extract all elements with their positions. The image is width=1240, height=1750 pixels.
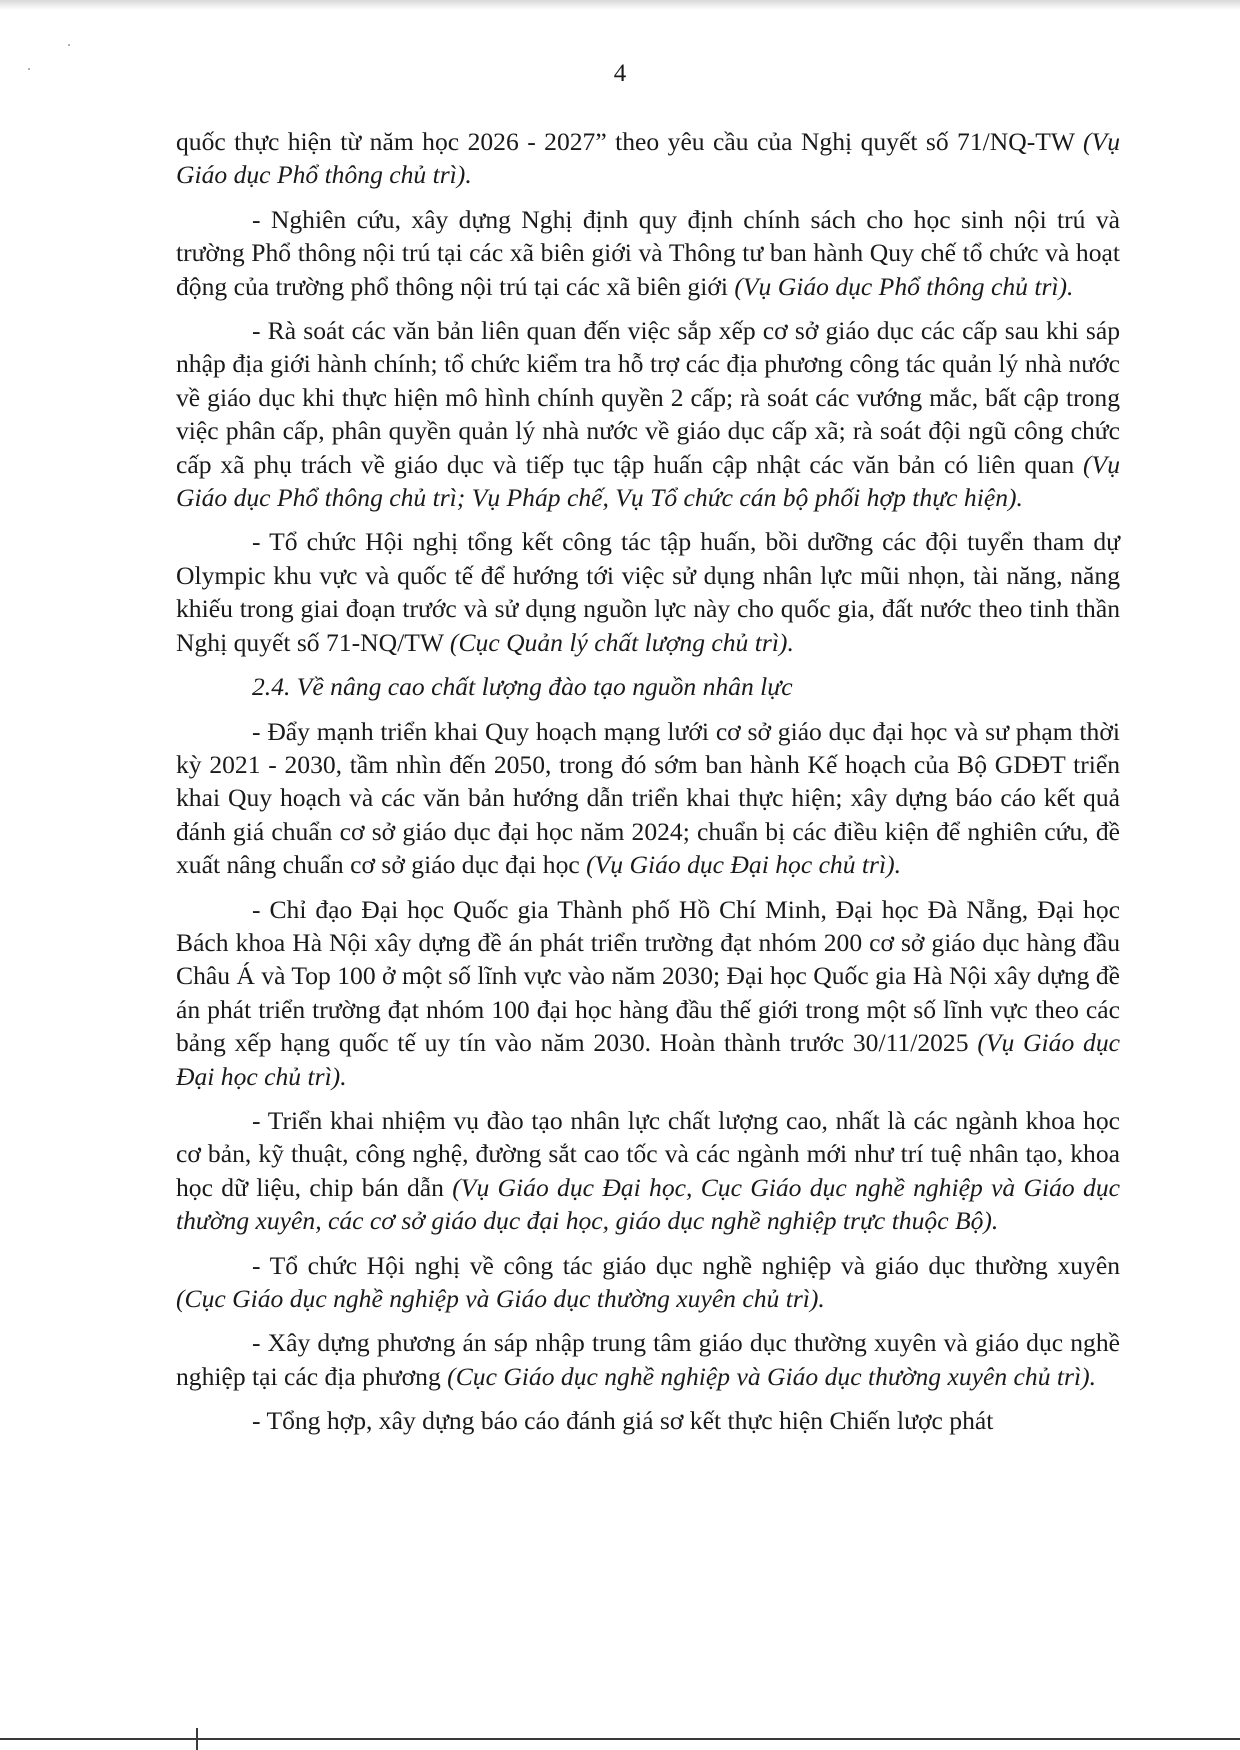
paragraph-text: - Đẩy mạnh triển khai Quy hoạch mạng lưới cơ sở giáo dục đại học và sư phạm thời kỳ 2021 - 2030, tầm nhìn đến 2050, trong đó sớm ban hành Kế hoạch của Bộ GDĐT triển khai Quy hoạch và các văn bản hướng dẫn triển khai thực hiện; xây dựng báo cáo kết quả đánh giá chuẩn cơ sở giáo dục đại học năm 2024; chuẩn bị các điều kiện để nghiên cứu, đề xuất nâng chuẩn cơ sở giáo dục đại học <box>176 716 1120 880</box>
paragraph-note: (Vụ Giáo dục Đại học, Cục Giáo dục nghề nghiệp và Giáo dục thường xuyên, các cơ sở giáo dục đại học, giáo dục nghề nghiệp trực thuộc Bộ). <box>176 1172 1120 1236</box>
paragraph-10 <box>176 1326 1120 1393</box>
paragraph-text: - Tổ chức Hội nghị tổng kết công tác tập huấn, bồi dưỡng các đội tuyển tham dự Olympic khu vực và quốc tế để hướng tới việc sử dụng nhân lực mũi nhọn, tài năng, năng khiếu trong giai đoạn trước và sử dụng nguồn lực này cho quốc gia, đất nước theo tinh thần Nghị quyết số 71-NQ/TW <box>176 527 1120 657</box>
paragraph-text: - Xây dựng phương án sáp nhập trung tâm giáo dục thường xuyên và giáo dục nghề nghiệp tại các địa phương <box>176 1328 1120 1391</box>
paragraph-11 <box>176 1404 1120 1437</box>
paragraph-note: (Vụ Giáo dục Phổ thông chủ trì). <box>176 127 1120 190</box>
paragraph-text: - Rà soát các văn bản liên quan đến việc sắp xếp cơ sở giáo dục các cấp sau khi sáp nhập địa giới hành chính; tổ chức kiểm tra hỗ trợ các địa phương công tác quản lý nhà nước về giáo dục khi thực hiện mô hình chính quyền 2 cấp; rà soát các vướng mắc, bất cập trong việc phân cấp, phân quyền quản lý nhà nước về giáo dục cấp xã; rà soát đội ngũ công chức cấp xã phụ trách về giáo dục và tiếp tục tập huấn cập nhật các văn bản có liên quan <box>176 316 1120 479</box>
paragraph-text: - Tổ chức Hội nghị về công tác giáo dục nghề nghiệp và giáo dục thường xuyên <box>252 1250 1120 1280</box>
paragraph-note: (Cục Quản lý chất lượng chủ trì). <box>449 627 794 657</box>
paragraph-note: (Vụ Giáo dục Phổ thông chủ trì; Vụ Pháp chế, Vụ Tổ chức cán bộ phối hợp thực hiện). <box>176 449 1120 513</box>
paragraph-text: - Chỉ đạo Đại học Quốc gia Thành phố Hồ Chí Minh, Đại học Đà Nẵng, Đại học Bách khoa Hà Nội xây dựng đề án phát triển trường đạt nhóm 200 cơ sở giáo dục hàng đầu Châu Á và Top 100 ở một số lĩnh vực vào năm 2030; Đại học Quốc gia Hà Nội xây dựng đề án phát triển trường đạt nhóm 100 đại học hàng đầu thế giới trong một số lĩnh vực theo các bảng xếp hạng quốc tế uy tín vào năm 2030. Hoàn thành trước 30/11/2025 <box>176 894 1120 1058</box>
paragraph-9 <box>176 1249 1120 1316</box>
paragraph-4 <box>176 525 1120 659</box>
document-body <box>176 125 1120 1438</box>
paragraph-text: - Nghiên cứu, xây dựng Nghị định quy định chính sách cho học sinh nội trú và trường Phổ thông nội trú tại các xã biên giới và Thông tư ban hành Quy chế tổ chức và hoạt động của trường phổ thông nội trú tại các xã biên giới <box>176 204 1120 301</box>
paragraph-3 <box>176 314 1120 514</box>
paragraph-note: (Vụ Giáo dục Phổ thông chủ trì). <box>734 271 1074 301</box>
scan-top-edge <box>0 0 1240 10</box>
heading-text: 2.4. Về nâng cao chất lượng đào tạo nguồn nhân lực <box>252 672 793 702</box>
scan-bottom-edge <box>0 1738 1240 1740</box>
page-number: 4 <box>613 60 627 87</box>
paragraph-note: (Vụ Giáo dục Đại học chủ trì). <box>176 1028 1120 1091</box>
paragraph-note: (Cục Giáo dục nghề nghiệp và Giáo dục thường xuyên chủ trì). <box>447 1361 1097 1391</box>
paragraph-2 <box>176 203 1120 303</box>
paragraph-note: (Vụ Giáo dục Đại học chủ trì). <box>586 850 902 880</box>
paragraph-1 <box>176 125 1120 192</box>
paragraph-text: - Triển khai nhiệm vụ đào tạo nhân lực chất lượng cao, nhất là các ngành khoa học cơ bản, kỹ thuật, công nghệ, đường sắt cao tốc và các ngành mới như trí tuệ nhân tạo, khoa học dữ liệu, chip bán dẫn <box>176 1105 1120 1202</box>
paragraph-7 <box>176 893 1120 1093</box>
paragraph-text: - Tổng hợp, xây dựng báo cáo đánh giá sơ kết thực hiện Chiến lược phát <box>252 1406 994 1436</box>
paragraph-text: quốc thực hiện từ năm học 2026 - 2027” theo yêu cầu của Nghị quyết số 71/NQ-TW <box>176 127 1084 156</box>
section-heading <box>176 670 1120 703</box>
scan-speck <box>68 44 70 46</box>
scan-bottom-tick <box>196 1728 198 1750</box>
paragraph-6 <box>176 715 1120 882</box>
paragraph-8 <box>176 1104 1120 1238</box>
paragraph-note: (Cục Giáo dục nghề nghiệp và Giáo dục thường xuyên chủ trì). <box>176 1284 825 1313</box>
